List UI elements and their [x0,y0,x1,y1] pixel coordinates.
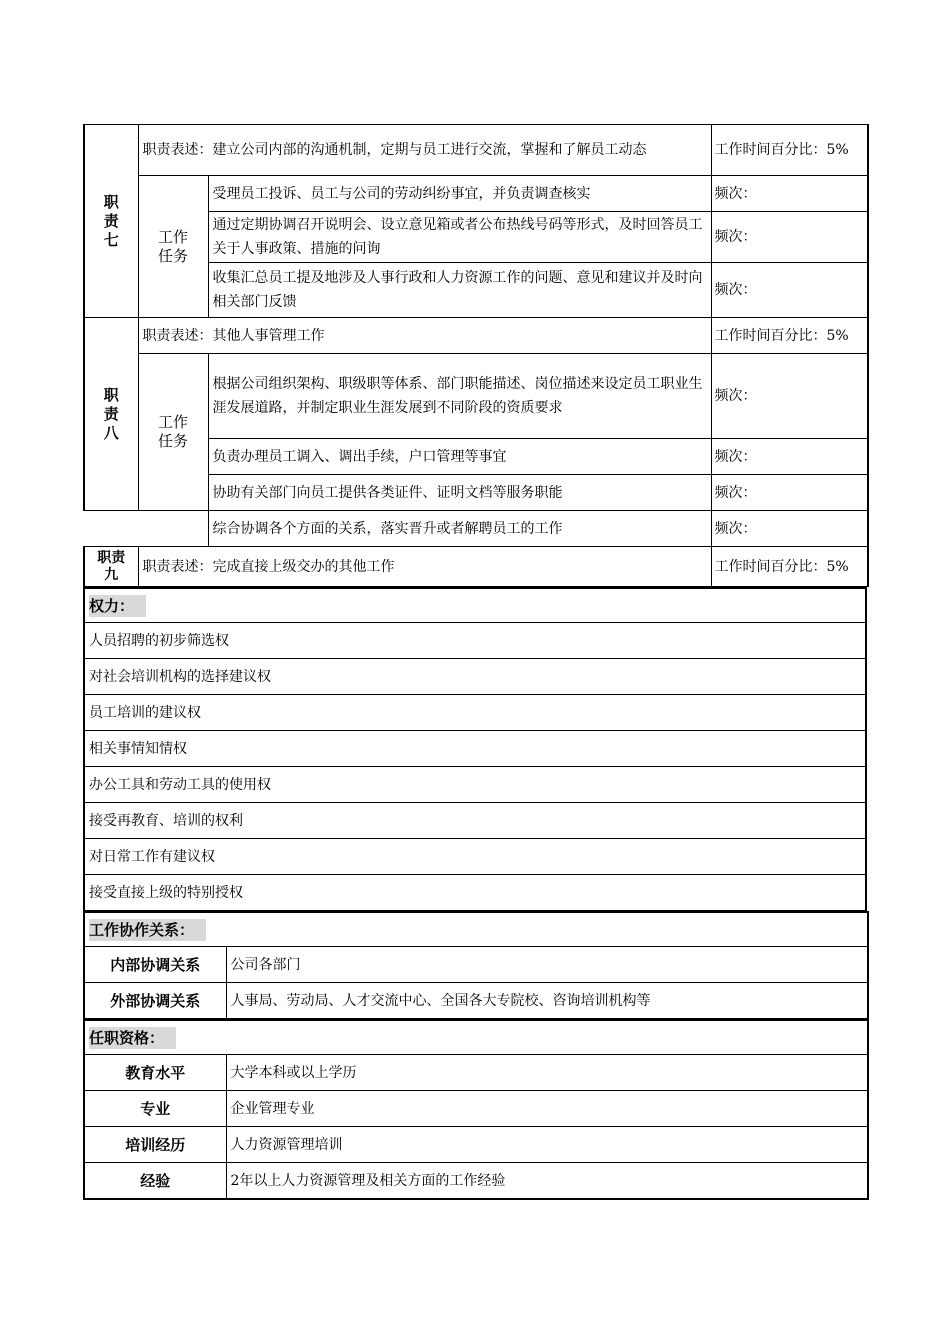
experience-label: 经验 [84,1163,226,1200]
duty7-task-2-freq: 频次： [711,212,868,263]
duty8-task-1-freq: 频次： [711,354,868,439]
qualifications-title-text: 任职资格： [89,1027,176,1049]
duty8-task-4: 综合协调各个方面的关系，落实晋升或者解聘员工的工作 [208,511,711,547]
duty9-desc: 职责表述：完成直接上级交办的其他工作 [138,547,711,587]
qualifications-table [83,1019,869,1200]
duty7-task-3: 收集汇总员工提及地涉及人事行政和人力资源工作的问题、意见和建议并及时向相关部门反馈 [208,263,711,318]
duty8-pct: 工作时间百分比：5% [711,318,868,354]
training-label: 培训经历 [84,1127,226,1163]
duty9-pct: 工作时间百分比：5% [711,547,868,587]
authority-item: 员工培训的建议权 [84,695,866,731]
relations-title [84,912,868,947]
duty7-task-2: 通过定期协调召开说明会、设立意见箱或者公布热线号码等形式，及时回答员工关于人事政策、措施的问询 [208,212,711,263]
duty9-label: 职责 九 [84,547,138,587]
blank-cell [84,511,208,547]
major-label: 专业 [84,1091,226,1127]
duties-table [83,124,869,587]
duty8-task-4-freq: 频次： [711,511,868,547]
duty9-row [84,547,868,587]
authority-item: 人员招聘的初步筛选权 [84,623,866,659]
duty8-desc-row [84,318,868,354]
table-row [84,511,868,547]
authority-item: 办公工具和劳动工具的使用权 [84,767,866,803]
duty8-desc: 职责表述：其他人事管理工作 [138,318,711,354]
duty7-task-3-freq: 频次： [711,263,868,318]
experience-value: 2年以上人力资源管理及相关方面的工作经验 [226,1163,868,1200]
duty7-task-label: 工作 任务 [138,176,208,318]
external-relations-value: 人事局、劳动局、人才交流中心、全国各大专院校、咨询培训机构等 [226,983,868,1019]
authority-item: 接受直接上级的特别授权 [84,875,866,911]
major-value: 企业管理专业 [226,1091,868,1127]
authority-item: 对日常工作有建议权 [84,839,866,875]
duty8-task-3-freq: 频次： [711,475,868,511]
duty8-task-3: 协助有关部门向员工提供各类证件、证明文档等服务职能 [208,475,711,511]
duty7-task-1-freq: 频次： [711,176,868,212]
authority-item: 对社会培训机构的选择建议权 [84,659,866,695]
training-value: 人力资源管理培训 [226,1127,868,1163]
duty7-task-1: 受理员工投诉、员工与公司的劳动纠纷事宜，并负责调查核实 [208,176,711,212]
duty8-task-2: 负责办理员工调入、调出手续，户口管理等事宜 [208,439,711,475]
duty8-label: 职 责 八 [84,318,138,511]
education-label: 教育水平 [84,1055,226,1091]
education-value: 大学本科或以上学历 [226,1055,868,1091]
job-description-page [83,124,867,1200]
table-row [84,176,868,212]
duty7-pct: 工作时间百分比：5% [711,125,868,176]
duty7-label: 职 责 七 [84,125,138,318]
authority-title-text: 权力： [89,595,146,617]
duty7-desc-row [84,125,868,176]
table-row [84,354,868,439]
internal-relations-value: 公司各部门 [226,947,868,983]
relations-title-text: 工作协作关系： [89,919,206,941]
internal-relations-label: 内部协调关系 [84,947,226,983]
authority-item: 相关事情知情权 [84,731,866,767]
authority-title [84,588,866,623]
relations-table [83,911,869,1019]
authority-table [83,587,867,911]
duty8-task-1: 根据公司组织架构、职级职等体系、部门职能描述、岗位描述来设定员工职业生涯发展道路，并制定职业生涯发展到不同阶段的资质要求 [208,354,711,439]
qualifications-title [84,1020,868,1055]
duty8-task-label: 工作 任务 [138,354,208,511]
external-relations-label: 外部协调关系 [84,983,226,1019]
duty8-task-2-freq: 频次： [711,439,868,475]
authority-item: 接受再教育、培训的权利 [84,803,866,839]
duty7-desc: 职责表述：建立公司内部的沟通机制，定期与员工进行交流，掌握和了解员工动态 [138,125,711,176]
